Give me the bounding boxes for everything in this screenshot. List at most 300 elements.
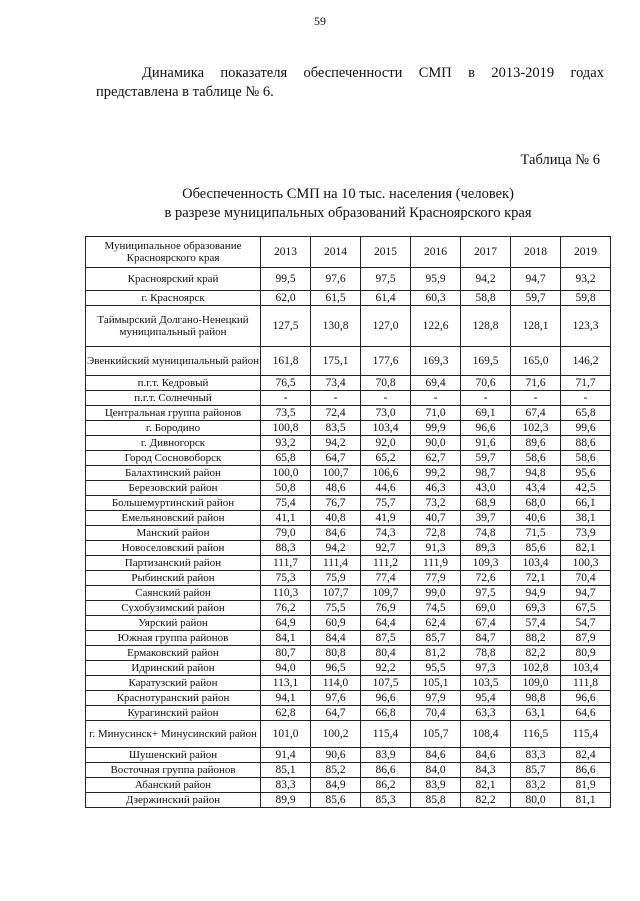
row-name-cell: Восточная группа районов [86,763,261,778]
row-value-cell: 82,1 [461,778,511,793]
row-value-cell: 39,7 [461,511,511,526]
row-name-cell: Партизанский район [86,556,261,571]
table-header-row [86,237,611,268]
page-number: 59 [314,14,326,28]
row-value-cell: - [511,391,561,406]
row-value-cell: 76,7 [311,496,361,511]
row-value-cell: 85,8 [411,793,461,808]
row-value-cell: 97,6 [311,268,361,291]
row-value-cell: 169,5 [461,347,511,376]
row-value-cell: 59,7 [511,291,561,306]
row-value-cell: 67,4 [511,406,561,421]
table-title-line1: Обеспеченность СМП на 10 тыс. населения (человек) [182,186,514,202]
row-value-cell: 89,3 [461,541,511,556]
table-row [86,496,611,511]
row-value-cell: 102,8 [511,661,561,676]
row-value-cell: 69,3 [511,601,561,616]
row-value-cell: 84,9 [311,778,361,793]
row-value-cell: 111,9 [411,556,461,571]
row-value-cell: 92,0 [361,436,411,451]
row-value-cell: 70,6 [461,376,511,391]
row-value-cell: 177,6 [361,347,411,376]
row-value-cell: 94,2 [461,268,511,291]
intro-paragraph: Динамика показателя обеспеченности СМП в 2013-2019 годах представлена в таблице № 6. [96,65,604,100]
row-value-cell: 54,7 [561,616,611,631]
row-value-cell: 83,9 [411,778,461,793]
row-name-cell: Уярский район [86,616,261,631]
row-value-cell: 70,4 [411,706,461,721]
row-name-cell: Балахтинский район [86,466,261,481]
row-value-cell: 62,0 [261,291,311,306]
row-value-cell: 61,4 [361,291,411,306]
row-value-cell: 80,0 [511,793,561,808]
row-value-cell: 93,2 [261,436,311,451]
row-name-cell: Сухобузимский район [86,601,261,616]
row-value-cell: 108,4 [461,721,511,748]
row-value-cell: - [361,391,411,406]
row-value-cell: 72,8 [411,526,461,541]
row-value-cell: 90,6 [311,748,361,763]
row-value-cell: 61,5 [311,291,361,306]
table-row [86,601,611,616]
row-value-cell: 107,7 [311,586,361,601]
row-value-cell: 73,2 [411,496,461,511]
row-value-cell: 175,1 [311,347,361,376]
header-year-cell: 2015 [361,237,411,268]
row-value-cell: 105,1 [411,676,461,691]
row-value-cell: 63,1 [511,706,561,721]
row-value-cell: 84,4 [311,631,361,646]
row-value-cell: 99,6 [561,421,611,436]
row-value-cell: 69,0 [461,601,511,616]
row-value-cell: 67,5 [561,601,611,616]
table-row [86,691,611,706]
row-value-cell: 95,6 [561,466,611,481]
row-value-cell: 73,9 [561,526,611,541]
row-value-cell: 97,5 [361,268,411,291]
row-value-cell: 84,6 [311,526,361,541]
row-value-cell: 86,2 [361,778,411,793]
row-value-cell: 88,2 [511,631,561,646]
row-value-cell: 115,4 [361,721,411,748]
row-value-cell: 100,3 [561,556,611,571]
row-value-cell: 86,6 [361,763,411,778]
row-value-cell: 97,9 [411,691,461,706]
row-value-cell: 73,0 [361,406,411,421]
row-name-cell: Рыбинский район [86,571,261,586]
row-value-cell: 103,5 [461,676,511,691]
row-value-cell: 57,4 [511,616,561,631]
table-row [86,793,611,808]
row-value-cell: 40,6 [511,511,561,526]
table-row [86,676,611,691]
row-value-cell: 62,8 [261,706,311,721]
header-year-cell: 2016 [411,237,461,268]
row-value-cell: 94,2 [311,436,361,451]
table-row [86,661,611,676]
row-value-cell: 82,1 [561,541,611,556]
table-row [86,406,611,421]
row-name-cell: Большемуртинский район [86,496,261,511]
row-value-cell: 89,9 [261,793,311,808]
row-value-cell: 59,8 [561,291,611,306]
row-name-cell: Красноярский край [86,268,261,291]
row-value-cell: 103,4 [561,661,611,676]
row-value-cell: 58,6 [511,451,561,466]
row-value-cell: 70,8 [361,376,411,391]
row-value-cell: 72,6 [461,571,511,586]
table-row [86,436,611,451]
row-value-cell: 128,8 [461,306,511,347]
row-name-cell: Абанский район [86,778,261,793]
row-value-cell: 91,6 [461,436,511,451]
row-name-cell: Новоселовский район [86,541,261,556]
row-name-cell: Южная группа районов [86,631,261,646]
row-name-cell: Город Сосновоборск [86,451,261,466]
row-value-cell: 97,5 [461,586,511,601]
row-value-cell: 60,9 [311,616,361,631]
row-value-cell: 115,4 [561,721,611,748]
row-value-cell: 94,8 [511,466,561,481]
header-year-cell: 2019 [561,237,611,268]
row-value-cell: 80,4 [361,646,411,661]
row-value-cell: 111,4 [311,556,361,571]
table-row [86,347,611,376]
row-value-cell: 65,8 [561,406,611,421]
row-value-cell: 85,3 [361,793,411,808]
row-value-cell: 102,3 [511,421,561,436]
row-name-cell: Идринский район [86,661,261,676]
table-row [86,541,611,556]
row-value-cell: 127,5 [261,306,311,347]
row-value-cell: 67,4 [461,616,511,631]
row-value-cell: 100,8 [261,421,311,436]
row-value-cell: 130,8 [311,306,361,347]
table-label: Таблица № 6 [520,152,600,168]
table-row [86,748,611,763]
row-value-cell: 50,8 [261,481,311,496]
row-value-cell: 97,6 [311,691,361,706]
table-row [86,556,611,571]
row-name-cell: Дзержинский район [86,793,261,808]
row-value-cell: 94,2 [311,541,361,556]
row-value-cell: 85,7 [511,763,561,778]
row-value-cell: 98,8 [511,691,561,706]
row-value-cell: 82,2 [511,646,561,661]
row-value-cell: 43,4 [511,481,561,496]
row-name-cell: Ермаковский район [86,646,261,661]
row-value-cell: 91,3 [411,541,461,556]
row-value-cell: 84,6 [461,748,511,763]
table-row [86,268,611,291]
row-value-cell: 95,5 [411,661,461,676]
row-name-cell: Манский район [86,526,261,541]
row-value-cell: 96,6 [461,421,511,436]
row-value-cell: 69,4 [411,376,461,391]
row-value-cell: 64,4 [361,616,411,631]
row-value-cell: 99,5 [261,268,311,291]
row-value-cell: 128,1 [511,306,561,347]
row-value-cell: 161,8 [261,347,311,376]
row-name-cell: г. Бородино [86,421,261,436]
row-value-cell: 79,0 [261,526,311,541]
row-value-cell: 68,0 [511,496,561,511]
row-value-cell: 123,3 [561,306,611,347]
row-value-cell: 101,0 [261,721,311,748]
row-value-cell: 58,8 [461,291,511,306]
row-value-cell: 40,7 [411,511,461,526]
row-value-cell: - [311,391,361,406]
row-value-cell: 99,9 [411,421,461,436]
row-name-cell: Березовский район [86,481,261,496]
row-value-cell: 80,9 [561,646,611,661]
row-value-cell: 111,7 [261,556,311,571]
row-name-cell: Шушенский район [86,748,261,763]
row-value-cell: 58,6 [561,451,611,466]
row-value-cell: 82,2 [461,793,511,808]
row-value-cell: 75,9 [311,571,361,586]
row-value-cell: 42,5 [561,481,611,496]
row-value-cell: 73,5 [261,406,311,421]
row-value-cell: 60,3 [411,291,461,306]
row-value-cell: 146,2 [561,347,611,376]
row-value-cell: 68,9 [461,496,511,511]
row-value-cell: 100,0 [261,466,311,481]
row-value-cell: 99,2 [411,466,461,481]
row-name-cell: Саянский район [86,586,261,601]
row-value-cell: 84,0 [411,763,461,778]
row-value-cell: 103,4 [511,556,561,571]
header-year-cell: 2013 [261,237,311,268]
row-value-cell: 111,8 [561,676,611,691]
row-value-cell: 84,6 [411,748,461,763]
row-value-cell: 96,6 [361,691,411,706]
row-value-cell: 88,3 [261,541,311,556]
row-value-cell: 165,0 [511,347,561,376]
row-value-cell: 109,0 [511,676,561,691]
row-value-cell: 62,4 [411,616,461,631]
row-value-cell: 65,2 [361,451,411,466]
table-row [86,466,611,481]
row-value-cell: 85,2 [311,763,361,778]
row-value-cell: 84,1 [261,631,311,646]
table-row [86,481,611,496]
row-value-cell: 40,8 [311,511,361,526]
table-row [86,586,611,601]
row-value-cell: 105,7 [411,721,461,748]
header-year-cell: 2017 [461,237,511,268]
row-name-cell: Эвенкийский муниципальный район [86,347,261,376]
table-body [86,237,611,808]
row-value-cell: 83,9 [361,748,411,763]
table-row [86,706,611,721]
row-value-cell: 82,4 [561,748,611,763]
table-title-line2: в разрезе муниципальных образований Красноярского края [164,205,532,221]
row-value-cell: 103,4 [361,421,411,436]
table-row [86,616,611,631]
row-value-cell: - [561,391,611,406]
row-name-cell: п.г.т. Солнечный [86,391,261,406]
row-value-cell: 75,7 [361,496,411,511]
row-value-cell: 107,5 [361,676,411,691]
row-value-cell: 86,6 [561,763,611,778]
row-value-cell: 100,2 [311,721,361,748]
row-value-cell: 73,4 [311,376,361,391]
row-value-cell: 44,6 [361,481,411,496]
table-row [86,451,611,466]
row-value-cell: 100,7 [311,466,361,481]
data-table [85,236,611,808]
row-value-cell: 78,8 [461,646,511,661]
row-value-cell: 43,0 [461,481,511,496]
row-value-cell: 62,7 [411,451,461,466]
row-value-cell: 77,9 [411,571,461,586]
row-value-cell: 41,1 [261,511,311,526]
table-row [86,511,611,526]
row-value-cell: 65,8 [261,451,311,466]
row-value-cell: - [411,391,461,406]
row-value-cell: 81,1 [561,793,611,808]
row-value-cell: 89,6 [511,436,561,451]
row-value-cell: 96,6 [561,691,611,706]
row-value-cell: - [461,391,511,406]
table-row [86,421,611,436]
row-value-cell: 71,6 [511,376,561,391]
header-year-cell: 2018 [511,237,561,268]
row-value-cell: 93,2 [561,268,611,291]
row-name-cell: г. Красноярск [86,291,261,306]
row-name-cell: п.г.т. Кедровый [86,376,261,391]
table-row [86,646,611,661]
row-value-cell: 97,3 [461,661,511,676]
row-value-cell: 85,7 [411,631,461,646]
row-value-cell: 48,6 [311,481,361,496]
row-value-cell: 83,3 [261,778,311,793]
row-value-cell: 85,1 [261,763,311,778]
row-value-cell: 94,7 [561,586,611,601]
row-value-cell: 83,5 [311,421,361,436]
table-title [96,185,600,223]
row-value-cell: 38,1 [561,511,611,526]
row-value-cell: 59,7 [461,451,511,466]
row-value-cell: 90,0 [411,436,461,451]
table-row [86,291,611,306]
row-value-cell: 75,4 [261,496,311,511]
row-value-cell: 98,7 [461,466,511,481]
row-value-cell: 106,6 [361,466,411,481]
row-name-cell: Краснотуранский район [86,691,261,706]
row-name-cell: Таймырский Долгано-Ненецкий муниципальный район [86,306,261,347]
row-value-cell: 72,4 [311,406,361,421]
row-value-cell: 69,1 [461,406,511,421]
row-value-cell: 109,7 [361,586,411,601]
row-value-cell: 66,1 [561,496,611,511]
row-value-cell: 87,9 [561,631,611,646]
row-value-cell: 94,7 [511,268,561,291]
row-value-cell: 75,5 [311,601,361,616]
row-value-cell: 84,3 [461,763,511,778]
header-name-cell: Муниципальное образование Красноярского края [86,237,261,268]
table-row [86,391,611,406]
row-value-cell: 46,3 [411,481,461,496]
row-value-cell: 80,8 [311,646,361,661]
row-value-cell: 75,3 [261,571,311,586]
table-row [86,721,611,748]
table-row [86,526,611,541]
table-row [86,631,611,646]
table-row [86,763,611,778]
row-value-cell: 74,5 [411,601,461,616]
row-value-cell: 85,6 [311,793,361,808]
row-value-cell: 92,2 [361,661,411,676]
row-name-cell: Каратузский район [86,676,261,691]
row-value-cell: 95,4 [461,691,511,706]
row-value-cell: 64,9 [261,616,311,631]
row-value-cell: 96,5 [311,661,361,676]
row-value-cell: 92,7 [361,541,411,556]
row-value-cell: 122,6 [411,306,461,347]
row-value-cell: 66,8 [361,706,411,721]
row-name-cell: г. Минусинск+ Минусинский район [86,721,261,748]
row-value-cell: 71,0 [411,406,461,421]
row-value-cell: 169,3 [411,347,461,376]
row-value-cell: 114,0 [311,676,361,691]
row-name-cell: Емельяновский район [86,511,261,526]
row-value-cell: 74,3 [361,526,411,541]
row-value-cell: 83,2 [511,778,561,793]
row-value-cell: 111,2 [361,556,411,571]
row-value-cell: 76,2 [261,601,311,616]
row-value-cell: 80,7 [261,646,311,661]
row-value-cell: 87,5 [361,631,411,646]
row-value-cell: 74,8 [461,526,511,541]
table-row [86,778,611,793]
row-value-cell: 71,5 [511,526,561,541]
row-name-cell: Центральная группа районов [86,406,261,421]
row-value-cell: 70,4 [561,571,611,586]
row-value-cell: 94,9 [511,586,561,601]
row-value-cell: 94,1 [261,691,311,706]
row-value-cell: 85,6 [511,541,561,556]
row-value-cell: - [261,391,311,406]
row-value-cell: 81,2 [411,646,461,661]
row-value-cell: 63,3 [461,706,511,721]
row-name-cell: Курагинский район [86,706,261,721]
row-value-cell: 94,0 [261,661,311,676]
row-value-cell: 83,3 [511,748,561,763]
row-value-cell: 64,7 [311,706,361,721]
row-value-cell: 88,6 [561,436,611,451]
row-value-cell: 109,3 [461,556,511,571]
row-value-cell: 41,9 [361,511,411,526]
row-value-cell: 113,1 [261,676,311,691]
row-value-cell: 81,9 [561,778,611,793]
row-name-cell: г. Дивногорск [86,436,261,451]
table-row [86,306,611,347]
row-value-cell: 91,4 [261,748,311,763]
table-row [86,376,611,391]
row-value-cell: 95,9 [411,268,461,291]
header-year-cell: 2014 [311,237,361,268]
row-value-cell: 77,4 [361,571,411,586]
row-value-cell: 116,5 [511,721,561,748]
row-value-cell: 127,0 [361,306,411,347]
row-value-cell: 84,7 [461,631,511,646]
row-value-cell: 110,3 [261,586,311,601]
row-value-cell: 76,5 [261,376,311,391]
row-value-cell: 64,7 [311,451,361,466]
row-value-cell: 64,6 [561,706,611,721]
